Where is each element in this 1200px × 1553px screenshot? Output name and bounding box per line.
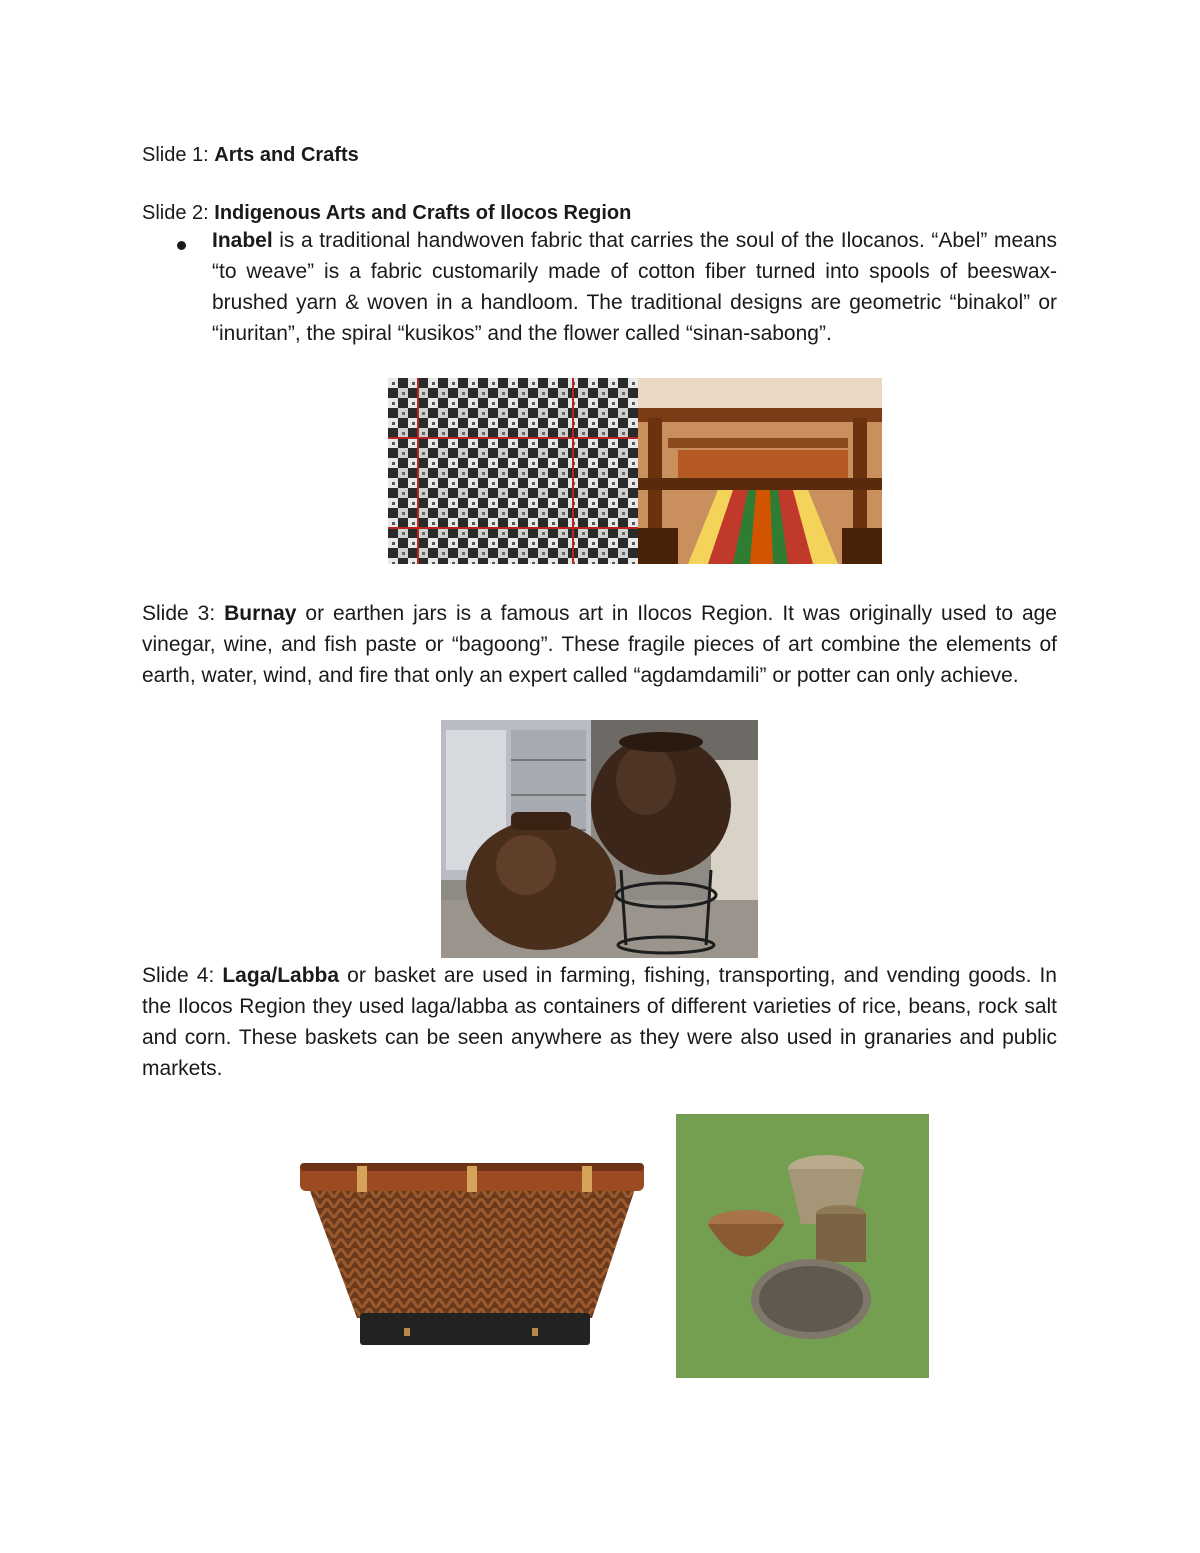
burnay-term: Burnay [224,602,297,625]
laga-description: or basket are used in farming, fishing, transporting, and vending goods. In the Ilocos Region they used laga/labba as containers of different varieties of rice, beans, rock salt and corn. These baskets can be seen anywhere as they were also used in granaries and public markets. [142,964,1057,1080]
laga-basket-image [292,1148,652,1358]
slide1-heading [142,141,359,169]
slide3-paragraph [142,598,1057,691]
slide4-prefix: Slide 4: [142,964,223,987]
slide4-paragraph [142,960,1057,1084]
inabel-fabric-image [388,378,638,564]
slide1-title: Arts and Crafts [214,144,359,166]
inabel-term: Inabel [212,229,273,252]
laga-term: Laga/Labba [222,964,340,987]
baskets-on-grass-image [676,1114,929,1378]
burnay-jars-image [441,720,758,958]
slide2-title: Indigenous Arts and Crafts of Ilocos Region [214,202,632,224]
inabel-description: is a traditional handwoven fabric that carries the soul of the Ilocanos. “Abel” means “to weave” is a fabric customarily made of cotton fiber turned into spools of beeswax-brushed yarn & woven in a handloom. The traditional designs are geometric “binakol” or “inuritan”, the spiral “kusikos” and the flower called “sinan-sabong”. [212,229,1057,345]
slide1-prefix: Slide 1: [142,144,215,166]
slide2-bullet-paragraph [212,225,1057,349]
handloom-image [638,378,882,564]
burnay-description: or earthen jars is a famous art in Ilocos Region. It was originally used to age vinegar, wine, and fish paste or “bagoong”. These fragile pieces of art combine the elements of earth, water, wind, and fire that only an expert called “agdamdamili” or potter can only achieve. [142,602,1057,687]
slide3-prefix: Slide 3: [142,602,225,625]
slide2-heading [142,199,631,227]
bullet-icon [177,241,186,250]
slide2-prefix: Slide 2: [142,202,215,224]
